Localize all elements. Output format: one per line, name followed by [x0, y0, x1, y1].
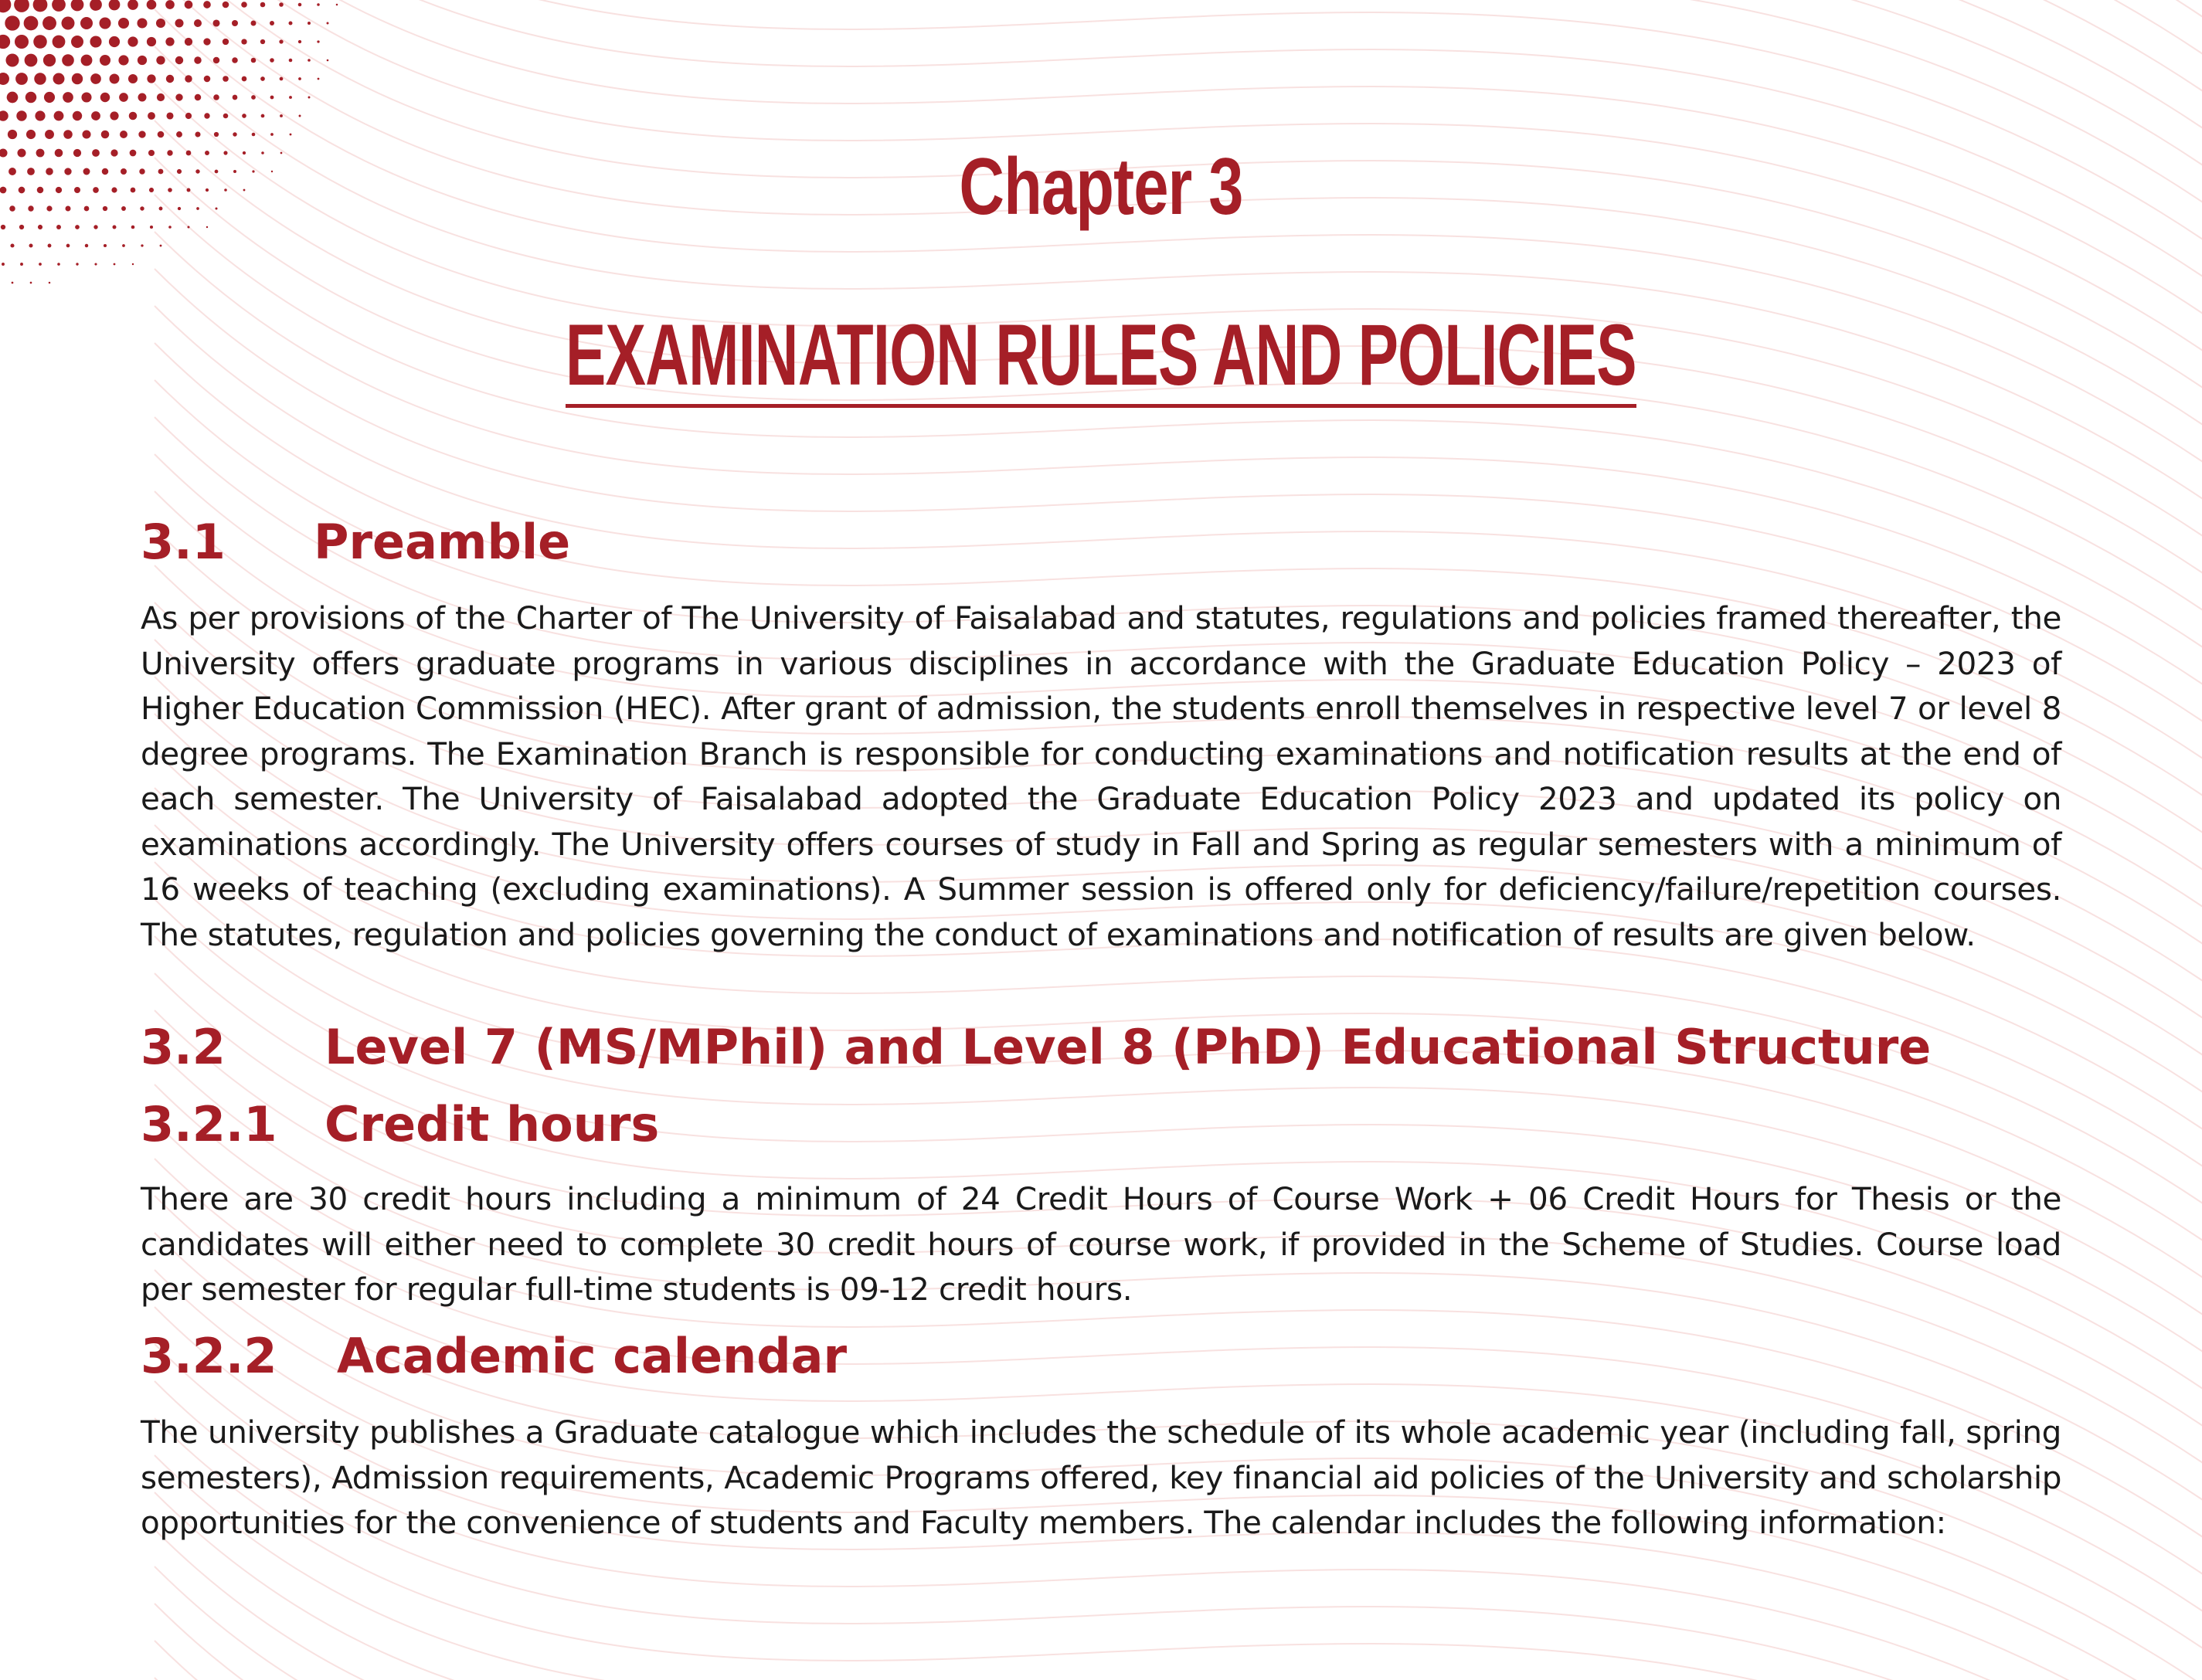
section-title: Level 7 (MS/MPhil) and Level 8 (PhD) Educational Structure — [325, 1019, 1932, 1075]
section-heading-3-1 — [141, 514, 571, 570]
section-title: Academic calendar — [337, 1328, 848, 1384]
section-number: 3.2 — [141, 1019, 226, 1075]
section-heading-3-2 — [141, 1019, 1932, 1075]
section-number: 3.2.2 — [141, 1328, 277, 1384]
chapter-title: EXAMINATION RULES AND POLICIES — [566, 307, 1636, 408]
section-body-3-2-1: There are 30 credit hours including a minimum of 24 Credit Hours of Course Work + 06 Credit Hours for Thesis or the candidates will either need to complete 30 credit hours of course work, if provided in the Scheme of Studies. Course load per semester for regular full-time students is 09-12 credit hours. — [141, 1180, 2061, 1308]
section-number: 3.1 — [141, 514, 226, 570]
section-body-3-1: As per provisions of the Charter of The University of Faisalabad and statutes, regulations and policies framed thereafter, the University offers graduate programs in various disciplines in accordance with the Graduate Education Policy – 2023 of Higher Education Commission (HEC). After grant of admission, the students enroll themselves in respective level 7 or level 8 degree programs. The Examination Branch is responsible for conducting examinations and notification results at the end of each semester. The University of Faisalabad adopted the Graduate Education Policy 2023 and updated its policy on examinations accordingly. The University offers courses of study in Fall and Spring as regular semesters with a minimum of 16 weeks of teaching (excluding examinations). A Summer session is offered only for deficiency/failure/repetition courses. The statutes, regulation and policies governing the conduct of examinations and notification of results are given below. — [141, 599, 2061, 953]
section-body-3-2-2: The university publishes a Graduate catalogue which includes the schedule of its whole academic year (including fall, spring semesters), Admission requirements, Academic Programs offered, key financial aid policies of the University and scholarship opportunities for the convenience of students and Faculty members. The calendar includes the following information: — [141, 1414, 2061, 1541]
chapter-title-wrapper — [0, 307, 2202, 408]
section-title: Credit hours — [325, 1096, 660, 1152]
section-title: Preamble — [314, 514, 571, 570]
section-heading-3-2-2 — [141, 1328, 848, 1384]
section-heading-3-2-1 — [141, 1096, 660, 1152]
chapter-label: Chapter 3 — [959, 142, 1243, 232]
section-number: 3.2.1 — [141, 1096, 277, 1152]
